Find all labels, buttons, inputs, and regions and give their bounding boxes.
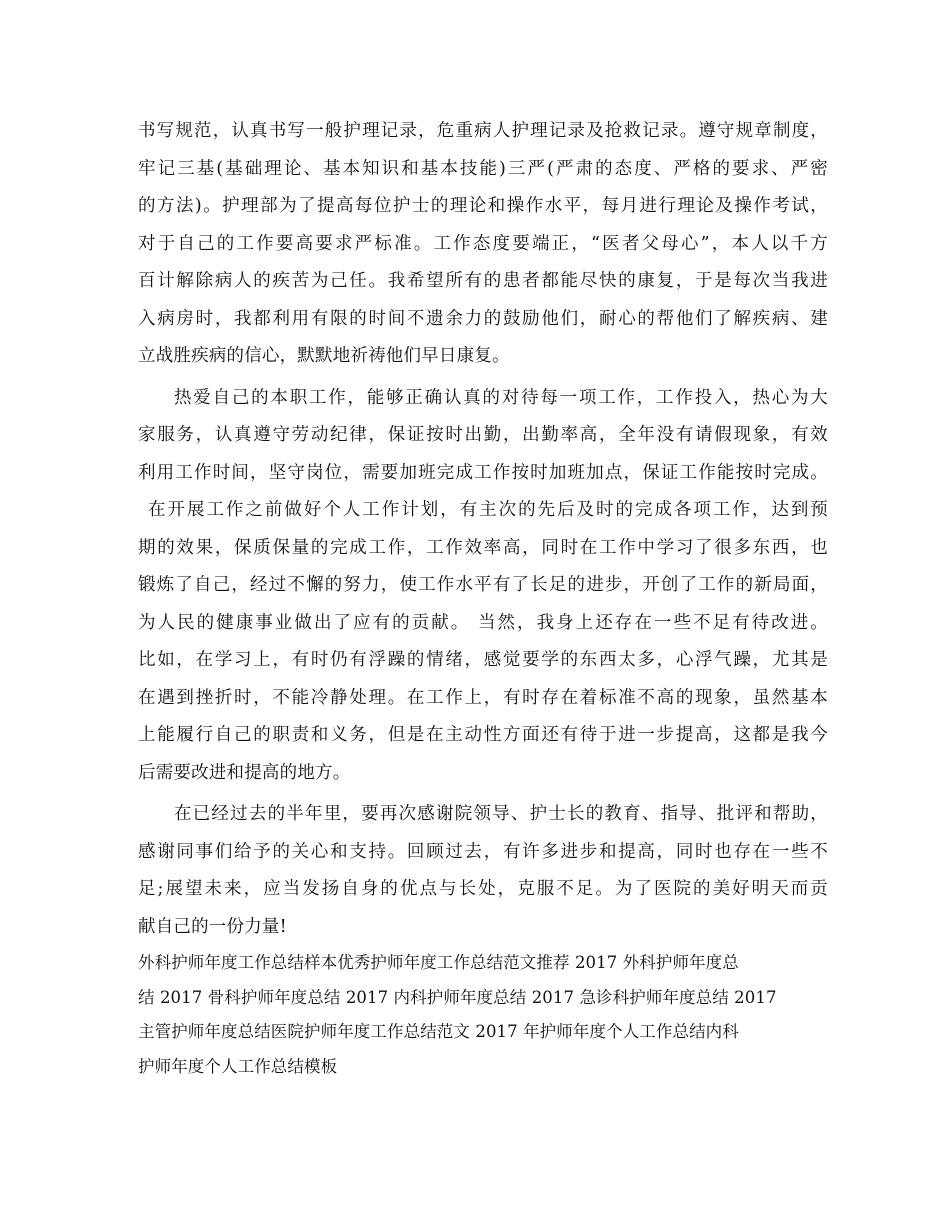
text-line: 的方法)。护理部为了提高每位护士的理论和操作水平，每月进行理论及操作考试， [138, 196, 828, 216]
related-link-line[interactable]: 主管护师年度总结医院护师年度工作总结范文 2017 年护师年度个人工作总结内科 [138, 1022, 739, 1041]
related-link-line[interactable]: 护师年度个人工作总结模板 [138, 1056, 338, 1076]
text-line: 锻炼了自己，经过不懈的努力，使工作水平有了长足的进步，开创了工作的新局面， [138, 575, 828, 595]
text-line: 热爱自己的本职工作，能够正确认真的对待每一项工作，工作投入，热心为大 [174, 387, 828, 408]
text-line: 献自己的一份力量! [138, 916, 287, 937]
text-line: 在已经过去的半年里，要再次感谢院领导、护士长的教育、指导、批评和帮助， [174, 804, 828, 824]
text-line: 入病房时，我都利用有限的时间不遗余力的鼓励他们，耐心的帮他们了解疾病、建 [138, 308, 828, 329]
text-line: 家服务，认真遵守劳动纪律，保证按时出勤，出勤率高，全年没有请假现象，有效 [138, 425, 828, 445]
related-link-line[interactable]: 结 2017 骨科护师年度总结 2017 内科护师年度总结 2017 急诊科护师年度总结 2017 [138, 987, 777, 1007]
text-line: 利用工作时间，坚守岗位，需要加班完成工作按时加班加点，保证工作能按时完成。 [138, 462, 828, 483]
paragraph-2 [138, 380, 828, 793]
text-line: 立战胜疾病的信心，默默地祈祷他们早日康复。 [138, 346, 510, 366]
text-line: 牢记三基(基础理论、基本知识和基本技能)三严(严肃的态度、严格的要求、严密 [138, 158, 828, 179]
text-line: 书写规范，认真书写一般护理记录，危重病人护理记录及抢救记录。遵守规章制度， [138, 121, 828, 141]
text-line: 后需要改进和提高的地方。 [138, 762, 351, 783]
text-line: 百计解除病人的疾苦为己任。我希望所有的患者都能尽快的康复，于是每次当我进 [138, 271, 828, 291]
text-line: 上能履行自己的职责和义务，但是在主动性方面还有待于进一步提高，这都是我今 [138, 725, 828, 745]
related-link-line[interactable]: 外科护师年度工作总结样本优秀护师年度工作总结范文推荐 2017 外科护师年度总 [138, 953, 739, 972]
related-links [138, 946, 828, 1084]
text-line: 感谢同事们给予的关心和支持。回顾过去，有许多进步和提高，同时也存在一些不 [138, 841, 828, 862]
document-body [138, 113, 828, 1084]
text-line: 在遇到挫折时，不能冷静处理。在工作上，有时存在着标准不高的现象，虽然基本 [138, 687, 828, 708]
text-line: 足;展望未来，应当发扬自身的优点与长处，克服不足。为了医院的美好明天而贡 [138, 879, 828, 899]
text-line: 对于自己的工作要高要求严标准。工作态度要端正，“医者父母心”，本人以千方 [138, 233, 828, 254]
text-line: 在开展工作之前做好个人工作计划，有主次的先后及时的完成各项工作，达到预 [148, 500, 828, 520]
text-line: 为人民的健康事业做出了应有的贡献。 当然，我身上还存在一些不足有待改进。 [138, 612, 828, 633]
text-line: 比如，在学习上，有时仍有浮躁的情绪，感觉要学的东西太多，心浮气躁，尤其是 [138, 650, 828, 670]
paragraph-1 [138, 113, 828, 376]
paragraph-3 [138, 796, 828, 946]
text-line: 期的效果，保质保量的完成工作，工作效率高，同时在工作中学习了很多东西，也 [138, 537, 828, 558]
